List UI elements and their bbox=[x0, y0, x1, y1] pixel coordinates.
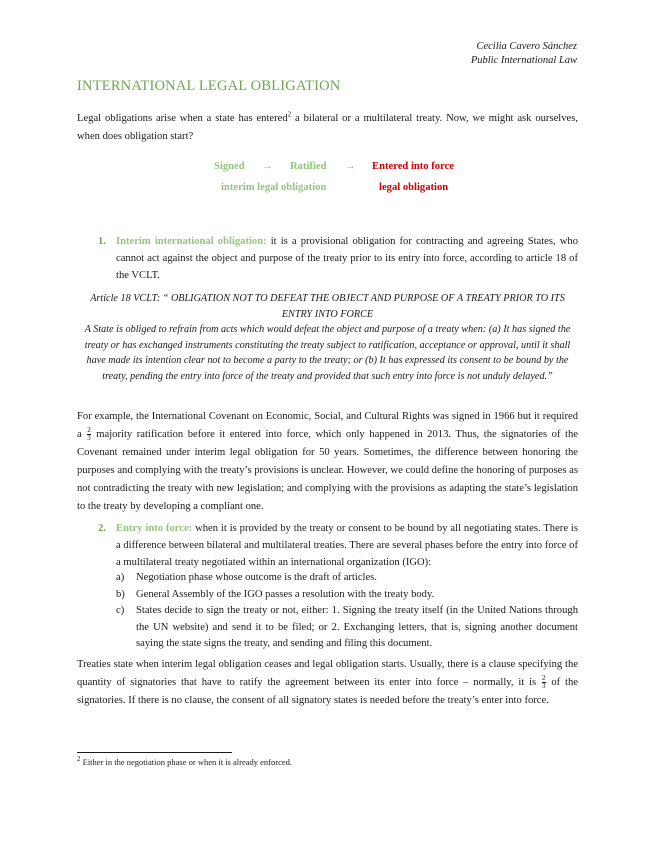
phase-list bbox=[116, 570, 578, 653]
header-author: Cecilia Cavero Sánchez bbox=[476, 41, 577, 52]
item-heading: Entry into force: bbox=[116, 523, 193, 534]
example-text-b: majority ratification before it entered into force, which only happened in 2013. Thus, the signatories of the Covenant remained under interim legal obligation for 50 years. Sometimes, the difference between honoring the purposes and complying with the treaty’s provisions is unclear. However, we could define the honoring of purposes as not contradicting the treaty with new legislation; and complying with the provisions as adapting the state’s legislation to the treaty by developing a compliant one. bbox=[77, 429, 578, 512]
vclt-quote bbox=[77, 291, 578, 384]
closing-paragraph bbox=[77, 656, 578, 710]
fraction: $\frac{2}{3}$ bbox=[87, 426, 91, 443]
item-text: when it is provided by the treaty or consent to be bound by all negotiating states. There is a difference between bilateral and multilateral treaties. There are several phases before the entry into force of a multilateral treaty negotiated within an international organization (IGO): bbox=[116, 523, 578, 568]
item-entry-into-force bbox=[98, 520, 578, 571]
intro-paragraph bbox=[77, 110, 578, 146]
quote-heading: Article 18 VCLT: “ OBLIGATION NOT TO DEFEAT THE OBJECT AND PURPOSE OF A TREATY PRIOR TO ITS ENTRY INTO FORCE bbox=[90, 293, 565, 320]
quote-body: A State is obliged to refrain from acts which would defeat the object and purpose of a treaty when: (a) It has signed the treaty or has exchanged instruments constituting the treaty subject to ratification, acceptance or approval, until it shall have made its intention clear not to become a party to the treaty; or (b) It has expressed its consent to be bound by the treaty, pending the entry into force of the treaty and provided that such entry into force is not unduly delayed.” bbox=[84, 324, 571, 382]
intro-text-b: a bilateral or a multilateral treaty. Now, we might ask ourselves, when does obligation start? bbox=[77, 113, 578, 142]
item-number: 2. bbox=[98, 523, 106, 534]
list-item: a) Negotiation phase whose outcome is the draft of articles. bbox=[116, 572, 377, 583]
footnote-divider bbox=[77, 752, 232, 753]
list-item: c) States decide to sign the treaty or not, either: 1. Signing the treaty itself (in the United Nations through the UN website) and send it to be filed; or 2. Exchanging letters, that is, signing another document saying the state signs the treaty, and sending and filing this document. bbox=[116, 605, 578, 649]
flow-signed: Signed bbox=[214, 161, 245, 172]
header-course: Public International Law bbox=[470, 55, 577, 66]
footnote-text: Either in the negotiation phase or when it is already enforced. bbox=[80, 757, 292, 767]
document-title: INTERNATIONAL LEGAL OBLIGATION bbox=[77, 78, 341, 94]
footnote-mark: 2 bbox=[77, 755, 81, 764]
example-text-a: For example, the International Covenant on Economic, Social, and Cultural Rights was signed in 1966 but it required a bbox=[77, 411, 578, 440]
closing-text-a: Treaties state when interim legal obligation ceases and legal obligation starts. Usually, there is a clause specifying the quantity of signatories that have to ratify the agreement between its enter into force – normally, it is bbox=[77, 659, 578, 688]
footnote bbox=[77, 757, 292, 767]
flow-interim: interim legal obligation bbox=[221, 182, 327, 193]
item-interim bbox=[98, 233, 578, 284]
item-text: it is a provisional obligation for contracting and agreeing States, who cannot act against the object and purpose of the treaty prior to its entry into force, according to article 18 of the VCLT. bbox=[116, 236, 578, 281]
flow-ratified: Ratified bbox=[290, 161, 327, 172]
list-item: b) General Assembly of the IGO passes a resolution with the treaty body. bbox=[116, 588, 435, 600]
flow-legal: legal obligation bbox=[379, 182, 449, 193]
item-heading: Interim international obligation: bbox=[116, 236, 267, 247]
flow-entered: Entered into force bbox=[372, 161, 454, 172]
footnote-ref: 2 bbox=[287, 110, 292, 119]
example-paragraph bbox=[77, 408, 578, 516]
flow-arrow-2: → bbox=[345, 161, 356, 172]
intro-text-a: Legal obligations arise when a state has entered bbox=[77, 113, 288, 124]
flow-arrow-1: → bbox=[262, 161, 273, 172]
closing-text-b: of the signatories. If there is no clause, the consent of all signatory states is needed before the treaty’s enter into force. bbox=[77, 677, 578, 706]
page-header bbox=[471, 40, 577, 68]
fraction: $\frac{2}{3}$ bbox=[542, 674, 546, 691]
item-number: 1. bbox=[98, 236, 106, 247]
